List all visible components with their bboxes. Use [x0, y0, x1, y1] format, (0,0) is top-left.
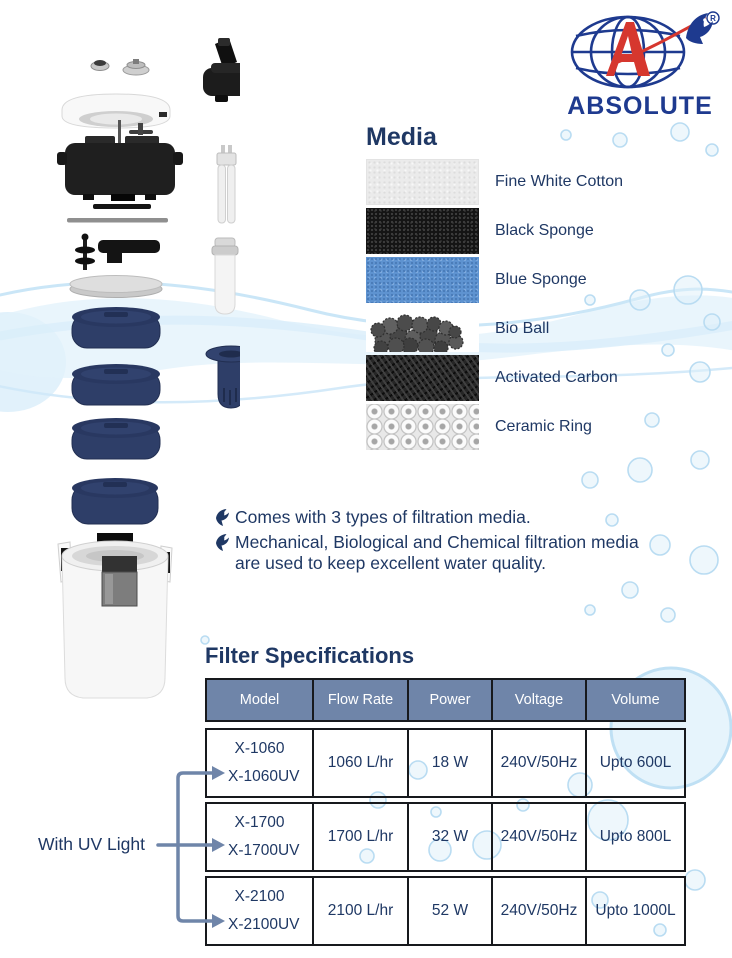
model-cell — [207, 878, 312, 944]
feature-bullets — [214, 507, 666, 578]
media-item — [366, 404, 623, 450]
media-item — [366, 208, 623, 254]
model-cell — [207, 804, 312, 870]
flow-rate-cell: 1700 L/hr — [312, 804, 407, 870]
model-name: X-1060 — [234, 740, 285, 757]
impeller-part — [75, 234, 95, 271]
bullet-text: Mechanical, Biological and Chemical filtration media are used to keep excellent water quality. — [235, 532, 639, 573]
voltage-cell: 240V/50Hz — [491, 878, 585, 944]
uv-light-label: With UV Light — [38, 834, 145, 854]
header-cell-flow-rate: Flow Rate — [312, 680, 407, 720]
power-cell: 32 W — [407, 804, 491, 870]
ceramic-ring-swatch — [366, 404, 479, 450]
exploded-filter-diagram — [25, 28, 240, 708]
header-cell-power: Power — [407, 680, 491, 720]
flow-rate-cell: 2100 L/hr — [312, 878, 407, 944]
model-name: X-1700 — [234, 814, 285, 831]
black-sponge-swatch — [366, 208, 479, 254]
registered-mark-icon — [707, 12, 719, 24]
power-cell: 18 W — [407, 730, 491, 796]
fish-bullet-icon — [214, 509, 230, 527]
impeller-cover-part — [98, 240, 160, 263]
media-item-label: Black Sponge — [495, 222, 594, 239]
model-uv-name: X-1700UV — [228, 842, 300, 859]
media-item-label: Bio Ball — [495, 320, 550, 337]
model-name: X-2100 — [234, 888, 285, 905]
voltage-cell: 240V/50Hz — [491, 730, 585, 796]
brand-name: ABSOLUTE — [567, 92, 713, 120]
model-cell — [207, 730, 312, 796]
motor-head-part — [57, 120, 183, 209]
uv-lamp-part — [217, 145, 236, 223]
header-cell-volume: Volume — [585, 680, 684, 720]
cover-plate-part — [70, 276, 162, 298]
svg-text:R: R — [710, 14, 716, 23]
media-item — [366, 306, 623, 352]
lid-cap-parts — [91, 59, 149, 75]
media-item-label: Fine White Cotton — [495, 173, 624, 190]
media-item-label: Activated Carbon — [495, 369, 618, 386]
volume-cell: Upto 600L — [585, 730, 684, 796]
volume-cell: Upto 1000L — [585, 878, 684, 944]
uv-holder-part — [206, 346, 240, 408]
header-cell-model: Model — [239, 692, 280, 708]
bullet-item — [214, 532, 666, 573]
blue-sponge-swatch — [366, 257, 479, 303]
power-cell: 52 W — [407, 878, 491, 944]
spec-table-header — [205, 678, 686, 722]
media-section — [366, 123, 623, 453]
bullet-text: Comes with 3 types of filtration media. — [235, 507, 531, 527]
specs-title: Filter Specifications — [205, 643, 415, 668]
hose-valve-part — [203, 38, 240, 102]
media-title: Media — [366, 123, 437, 151]
spec-row — [205, 728, 686, 798]
globe-logo-icon — [558, 10, 722, 90]
header-cell-voltage: Voltage — [491, 680, 585, 720]
flow-rate-cell: 1060 L/hr — [312, 730, 407, 796]
bio-ball-swatch — [366, 306, 479, 352]
lid-part — [62, 94, 170, 128]
spec-row — [205, 802, 686, 872]
filter-basket-parts — [72, 307, 160, 524]
quartz-sleeve-part — [212, 238, 238, 314]
media-item — [366, 257, 623, 303]
brand-logo — [558, 10, 722, 121]
filter-specifications-section — [205, 643, 686, 946]
model-uv-name: X-1060UV — [228, 768, 300, 785]
bullet-item — [214, 507, 666, 527]
volume-cell: Upto 800L — [585, 804, 684, 870]
shaft-rod-part — [67, 218, 168, 223]
activated-carbon-swatch — [366, 355, 479, 401]
media-item — [366, 159, 623, 205]
canister-body-part — [58, 533, 172, 698]
fish-bullet-icon — [214, 534, 230, 552]
model-uv-name: X-2100UV — [228, 916, 300, 933]
media-item — [366, 355, 623, 401]
media-item-label: Blue Sponge — [495, 271, 587, 288]
voltage-cell: 240V/50Hz — [491, 804, 585, 870]
fine-white-cotton-swatch — [366, 159, 479, 205]
media-item-label: Ceramic Ring — [495, 418, 592, 435]
spec-row — [205, 876, 686, 946]
